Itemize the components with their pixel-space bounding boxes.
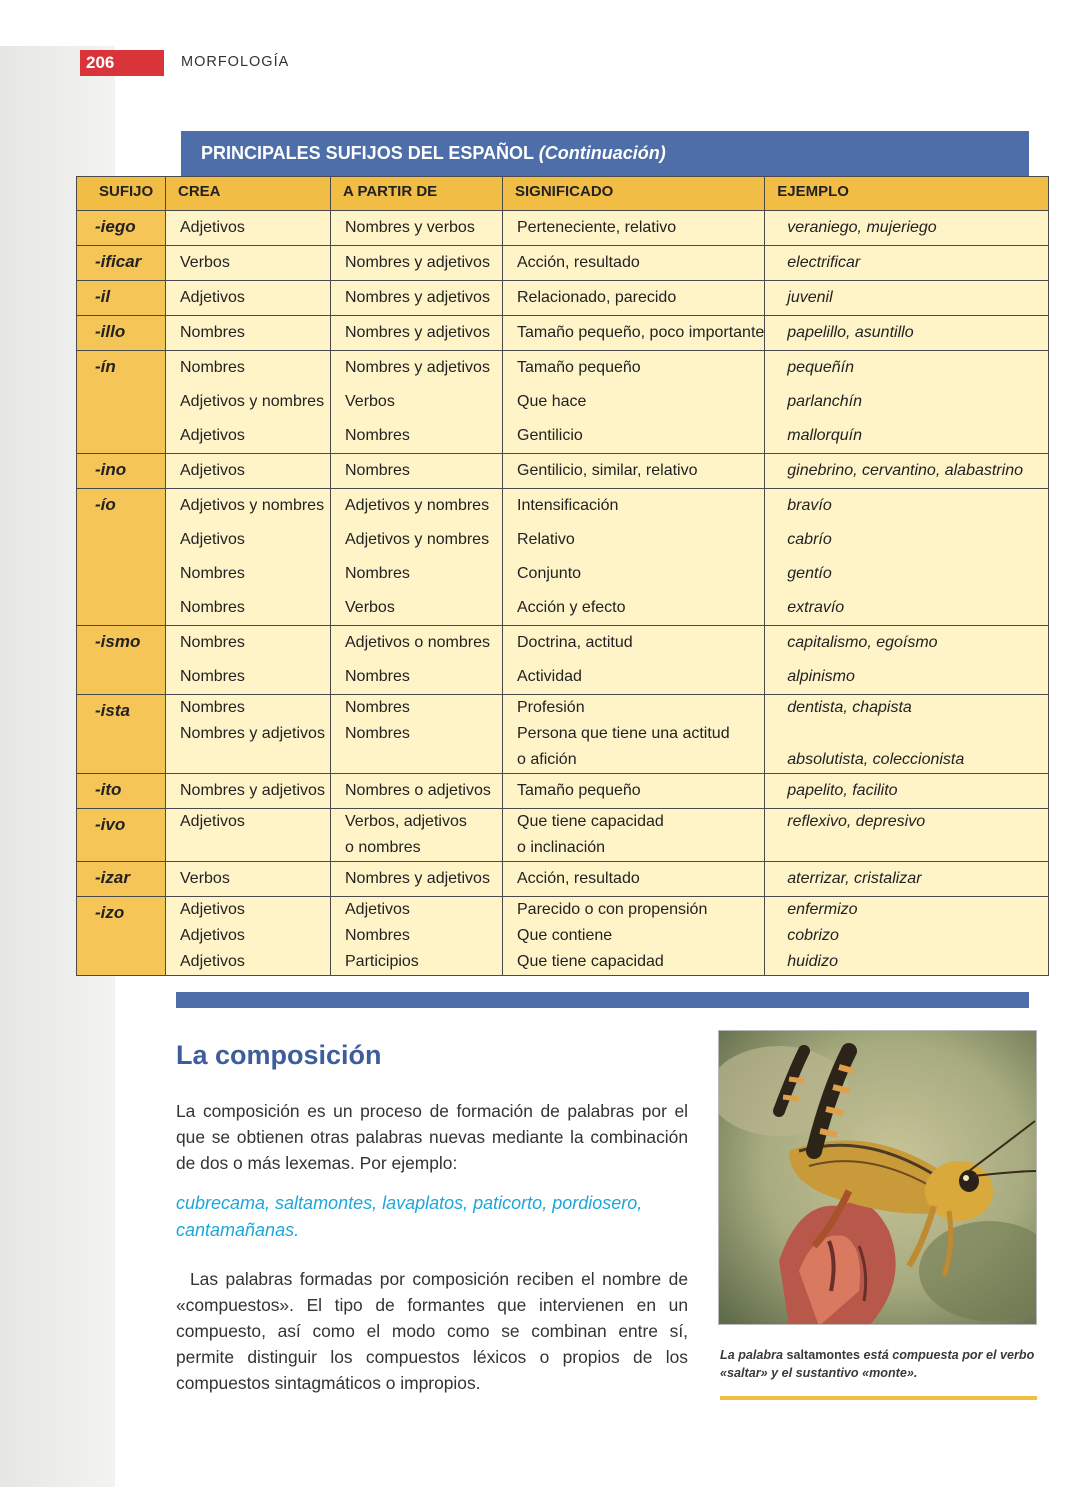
suffix-cell: -ito — [77, 774, 166, 809]
a-partir-de-line: Nombres y adjetivos — [345, 289, 490, 306]
caption-term: saltamontes — [786, 1348, 860, 1362]
crea-cell — [166, 897, 331, 976]
ejemplo-cell — [765, 246, 1049, 281]
ejemplo-line: ginebrino, cervantino, alabastrino — [787, 462, 1023, 479]
crea-cell — [166, 281, 331, 316]
crea-line: Nombres — [180, 324, 245, 341]
crea-cell — [166, 489, 331, 626]
suffix-cell: -ismo — [77, 626, 166, 695]
crea-line: Nombres — [180, 359, 245, 376]
crea-line: Nombres — [180, 668, 245, 685]
crea-line — [166, 747, 330, 773]
crea-cell — [166, 211, 331, 246]
a-partir-de-line: Nombres — [345, 668, 410, 685]
ejemplo-line: veraniego, mujeriego — [787, 219, 937, 236]
composition-examples: cubrecama, saltamontes, lavaplatos, paticorto, pordiosero, cantamañanas. — [176, 1193, 643, 1240]
suffix-cell: -il — [77, 281, 166, 316]
significado-line: Tamaño pequeño, poco importante — [517, 324, 765, 341]
a-partir-de-cell — [331, 897, 503, 976]
significado-line: Persona que tiene una actitud — [517, 725, 730, 742]
ejemplo-line: alpinismo — [787, 668, 855, 685]
ejemplo-line: reflexivo, depresivo — [787, 813, 926, 830]
significado-line: Intensificación — [517, 497, 619, 514]
ejemplo-line: absolutista, coleccionista — [787, 751, 965, 768]
suffix-cell: -ino — [77, 454, 166, 489]
a-partir-de-cell — [331, 316, 503, 351]
ejemplo-line: gentío — [787, 565, 832, 582]
section-heading: La composición — [176, 1040, 382, 1070]
crea-cell — [166, 809, 331, 862]
significado-line: Que tiene capacidad — [517, 953, 664, 970]
significado-line: Tamaño pequeño — [517, 359, 641, 376]
a-partir-de-line — [331, 747, 502, 773]
ejemplo-line: aterrizar, cristalizar — [787, 870, 922, 887]
caption-prefix: La palabra — [720, 1348, 783, 1362]
a-partir-de-line: Verbos, adjetivos — [345, 813, 467, 830]
ejemplo-line: mallorquín — [787, 427, 862, 444]
a-partir-de-cell — [331, 809, 503, 862]
ejemplo-cell — [765, 281, 1049, 316]
a-partir-de-line: Participios — [345, 953, 419, 970]
ejemplo-line: enfermizo — [787, 901, 858, 918]
significado-cell — [503, 489, 765, 626]
significado-line: Acción y efecto — [517, 599, 626, 616]
a-partir-de-line: Nombres y adjetivos — [345, 870, 490, 887]
a-partir-de-line: Verbos — [345, 393, 395, 410]
crea-line: Nombres — [180, 634, 245, 651]
a-partir-de-cell — [331, 862, 503, 897]
suffix-cell: -ío — [77, 489, 166, 626]
ejemplo-cell — [765, 316, 1049, 351]
a-partir-de-cell — [331, 489, 503, 626]
caption-suffix: está compuesta por el verbo «saltar» y el sustantivo «monte». — [720, 1348, 1035, 1380]
crea-line: Adjetivos — [180, 901, 245, 918]
crea-cell — [166, 774, 331, 809]
crea-line: Adjetivos — [180, 462, 245, 479]
a-partir-de-line: Adjetivos y nombres — [345, 497, 490, 514]
suffix-cell: -illo — [77, 316, 166, 351]
significado-line: Que hace — [517, 393, 587, 410]
ejemplo-cell — [765, 809, 1049, 862]
significado-line: Tamaño pequeño — [517, 782, 641, 799]
table-title — [181, 131, 1029, 177]
crea-line: Adjetivos — [180, 813, 245, 830]
table-row — [77, 862, 1049, 897]
ejemplo-line: papelito, facilito — [787, 782, 898, 799]
a-partir-de-cell — [331, 774, 503, 809]
table-row — [77, 489, 1049, 626]
a-partir-de-line: Nombres y verbos — [345, 219, 475, 236]
significado-cell — [503, 454, 765, 489]
significado-cell — [503, 351, 765, 454]
a-partir-de-cell — [331, 351, 503, 454]
significado-line: o inclinación — [517, 839, 606, 856]
suffix-cell: -ista — [77, 695, 166, 774]
ejemplo-line — [765, 721, 1048, 747]
table-row — [77, 351, 1049, 454]
ejemplo-line: papelillo, asuntillo — [787, 324, 914, 341]
crea-line: Adjetivos — [180, 427, 245, 444]
crea-cell — [166, 626, 331, 695]
ejemplo-cell — [765, 626, 1049, 695]
significado-line: Acción, resultado — [517, 254, 640, 271]
significado-line: Doctrina, actitud — [517, 634, 633, 651]
ejemplo-line — [765, 835, 1048, 861]
significado-line: Actividad — [517, 668, 582, 685]
photo-caption — [720, 1346, 1040, 1382]
ejemplo-cell — [765, 897, 1049, 976]
a-partir-de-cell — [331, 281, 503, 316]
significado-cell — [503, 211, 765, 246]
significado-line: Que contiene — [517, 927, 613, 944]
ejemplo-line: capitalismo, egoísmo — [787, 634, 938, 651]
crea-line: Nombres y adjetivos — [180, 782, 325, 799]
ejemplo-line: juvenil — [787, 289, 833, 306]
a-partir-de-line: Nombres — [345, 725, 410, 742]
suffix-cell: -ificar — [77, 246, 166, 281]
a-partir-de-line: Adjetivos o nombres — [345, 634, 490, 651]
column-header-significado: SIGNIFICADO — [503, 177, 765, 211]
significado-cell — [503, 695, 765, 774]
significado-cell — [503, 897, 765, 976]
a-partir-de-line: Nombres o adjetivos — [345, 782, 491, 799]
table-row — [77, 774, 1049, 809]
significado-cell — [503, 281, 765, 316]
crea-line — [166, 835, 330, 861]
column-header-crea: CREA — [166, 177, 331, 211]
crea-line: Adjetivos — [180, 219, 245, 236]
crea-line: Adjetivos y nombres — [180, 497, 325, 514]
ejemplo-line: parlanchín — [787, 393, 862, 410]
a-partir-de-line: Nombres — [345, 427, 410, 444]
column-header-sufijo: SUFIJO — [77, 177, 166, 211]
composition-paragraph: La composición es un proceso de formación de palabras por el que se obtienen otras palabras nuevas mediante la combinación de dos o más lexemas. Por ejemplo: — [176, 1101, 688, 1173]
grasshopper-illustration — [719, 1031, 1037, 1325]
compounds-paragraph: Las palabras formadas por composición reciben el nombre de «compuestos». El tipo de formantes que intervienen en un compuesto, así como el modo como se combinan entre sí, permite distinguir los compuestos léxicos o propios de los compuestos sintagmáticos o impropios. — [176, 1269, 688, 1393]
a-partir-de-line: o nombres — [345, 839, 421, 856]
crea-line: Nombres — [180, 599, 245, 616]
a-partir-de-cell — [331, 211, 503, 246]
grasshopper-photo — [718, 1030, 1037, 1325]
crea-cell — [166, 695, 331, 774]
significado-cell — [503, 626, 765, 695]
crea-line: Adjetivos — [180, 927, 245, 944]
crea-line: Adjetivos — [180, 289, 245, 306]
table-row — [77, 211, 1049, 246]
ejemplo-cell — [765, 489, 1049, 626]
crea-cell — [166, 351, 331, 454]
significado-cell — [503, 316, 765, 351]
ejemplo-line: pequeñín — [787, 359, 855, 376]
running-header: MORFOLOGÍA — [181, 54, 290, 70]
table-row — [77, 281, 1049, 316]
ejemplo-cell — [765, 351, 1049, 454]
crea-line: Nombres — [180, 565, 245, 582]
significado-line: Que tiene capacidad — [517, 813, 664, 830]
a-partir-de-cell — [331, 246, 503, 281]
suffix-cell: -ín — [77, 351, 166, 454]
crea-line: Verbos — [180, 870, 230, 887]
suffix-cell: -izo — [77, 897, 166, 976]
a-partir-de-line: Nombres — [345, 699, 410, 716]
crea-line: Adjetivos — [180, 531, 245, 548]
ejemplo-line: bravío — [787, 497, 832, 514]
significado-cell — [503, 246, 765, 281]
significado-line: Relacionado, parecido — [517, 289, 677, 306]
significado-line: o afición — [517, 751, 577, 768]
a-partir-de-line: Nombres — [345, 565, 410, 582]
table-row — [77, 695, 1049, 774]
table-bottom-bar — [176, 992, 1029, 1008]
significado-line: Gentilicio — [517, 427, 583, 444]
ejemplo-cell — [765, 695, 1049, 774]
significado-line: Conjunto — [517, 565, 582, 582]
a-partir-de-line: Nombres — [345, 927, 410, 944]
significado-line: Acción, resultado — [517, 870, 640, 887]
ejemplo-cell — [765, 774, 1049, 809]
a-partir-de-line: Nombres y adjetivos — [345, 359, 490, 376]
crea-cell — [166, 862, 331, 897]
crea-cell — [166, 316, 331, 351]
ejemplo-line: electrificar — [787, 254, 861, 271]
ejemplo-cell — [765, 211, 1049, 246]
suffix-table — [76, 176, 1049, 976]
ejemplo-line: cobrizo — [787, 927, 839, 944]
page-number: 206 — [80, 50, 164, 76]
table-row — [77, 316, 1049, 351]
table-row — [77, 809, 1049, 862]
significado-line: Parecido o con propensión — [517, 901, 708, 918]
a-partir-de-line: Nombres y adjetivos — [345, 324, 490, 341]
significado-cell — [503, 809, 765, 862]
table-row — [77, 246, 1049, 281]
table-header-row — [77, 177, 1049, 211]
a-partir-de-cell — [331, 626, 503, 695]
a-partir-de-line: Nombres y adjetivos — [345, 254, 490, 271]
table-body — [77, 211, 1049, 976]
table-row — [77, 897, 1049, 976]
crea-line: Nombres — [180, 699, 245, 716]
ejemplo-line: huidizo — [787, 953, 838, 970]
ejemplo-cell — [765, 454, 1049, 489]
significado-line: Perteneciente, relativo — [517, 219, 677, 236]
crea-cell — [166, 454, 331, 489]
suffix-cell: -izar — [77, 862, 166, 897]
ejemplo-line: dentista, chapista — [787, 699, 912, 716]
a-partir-de-line: Verbos — [345, 599, 395, 616]
crea-line: Adjetivos — [180, 953, 245, 970]
significado-line: Gentilicio, similar, relativo — [517, 462, 698, 479]
column-header-ejemplo: EJEMPLO — [765, 177, 1049, 211]
a-partir-de-cell — [331, 695, 503, 774]
significado-cell — [503, 774, 765, 809]
suffix-cell: -ivo — [77, 809, 166, 862]
suffix-cell: -iego — [77, 211, 166, 246]
ejemplo-line: cabrío — [787, 531, 832, 548]
crea-line: Nombres y adjetivos — [180, 725, 325, 742]
table-row — [77, 626, 1049, 695]
ejemplo-cell — [765, 862, 1049, 897]
crea-line: Verbos — [180, 254, 230, 271]
significado-line: Relativo — [517, 531, 575, 548]
page-top-band — [0, 0, 1067, 46]
column-header-a-partir-de: A PARTIR DE — [331, 177, 503, 211]
a-partir-de-cell — [331, 454, 503, 489]
a-partir-de-line: Adjetivos — [345, 901, 410, 918]
table-title-continuation: (Continuación) — [538, 143, 666, 163]
table-title-text: PRINCIPALES SUFIJOS DEL ESPAÑOL — [201, 143, 534, 163]
significado-line: Profesión — [517, 699, 585, 716]
crea-line: Adjetivos y nombres — [180, 393, 325, 410]
ejemplo-line: extravío — [787, 599, 845, 616]
significado-cell — [503, 862, 765, 897]
table-row — [77, 454, 1049, 489]
a-partir-de-line: Nombres — [345, 462, 410, 479]
caption-rule — [720, 1396, 1037, 1400]
crea-cell — [166, 246, 331, 281]
a-partir-de-line: Adjetivos y nombres — [345, 531, 490, 548]
